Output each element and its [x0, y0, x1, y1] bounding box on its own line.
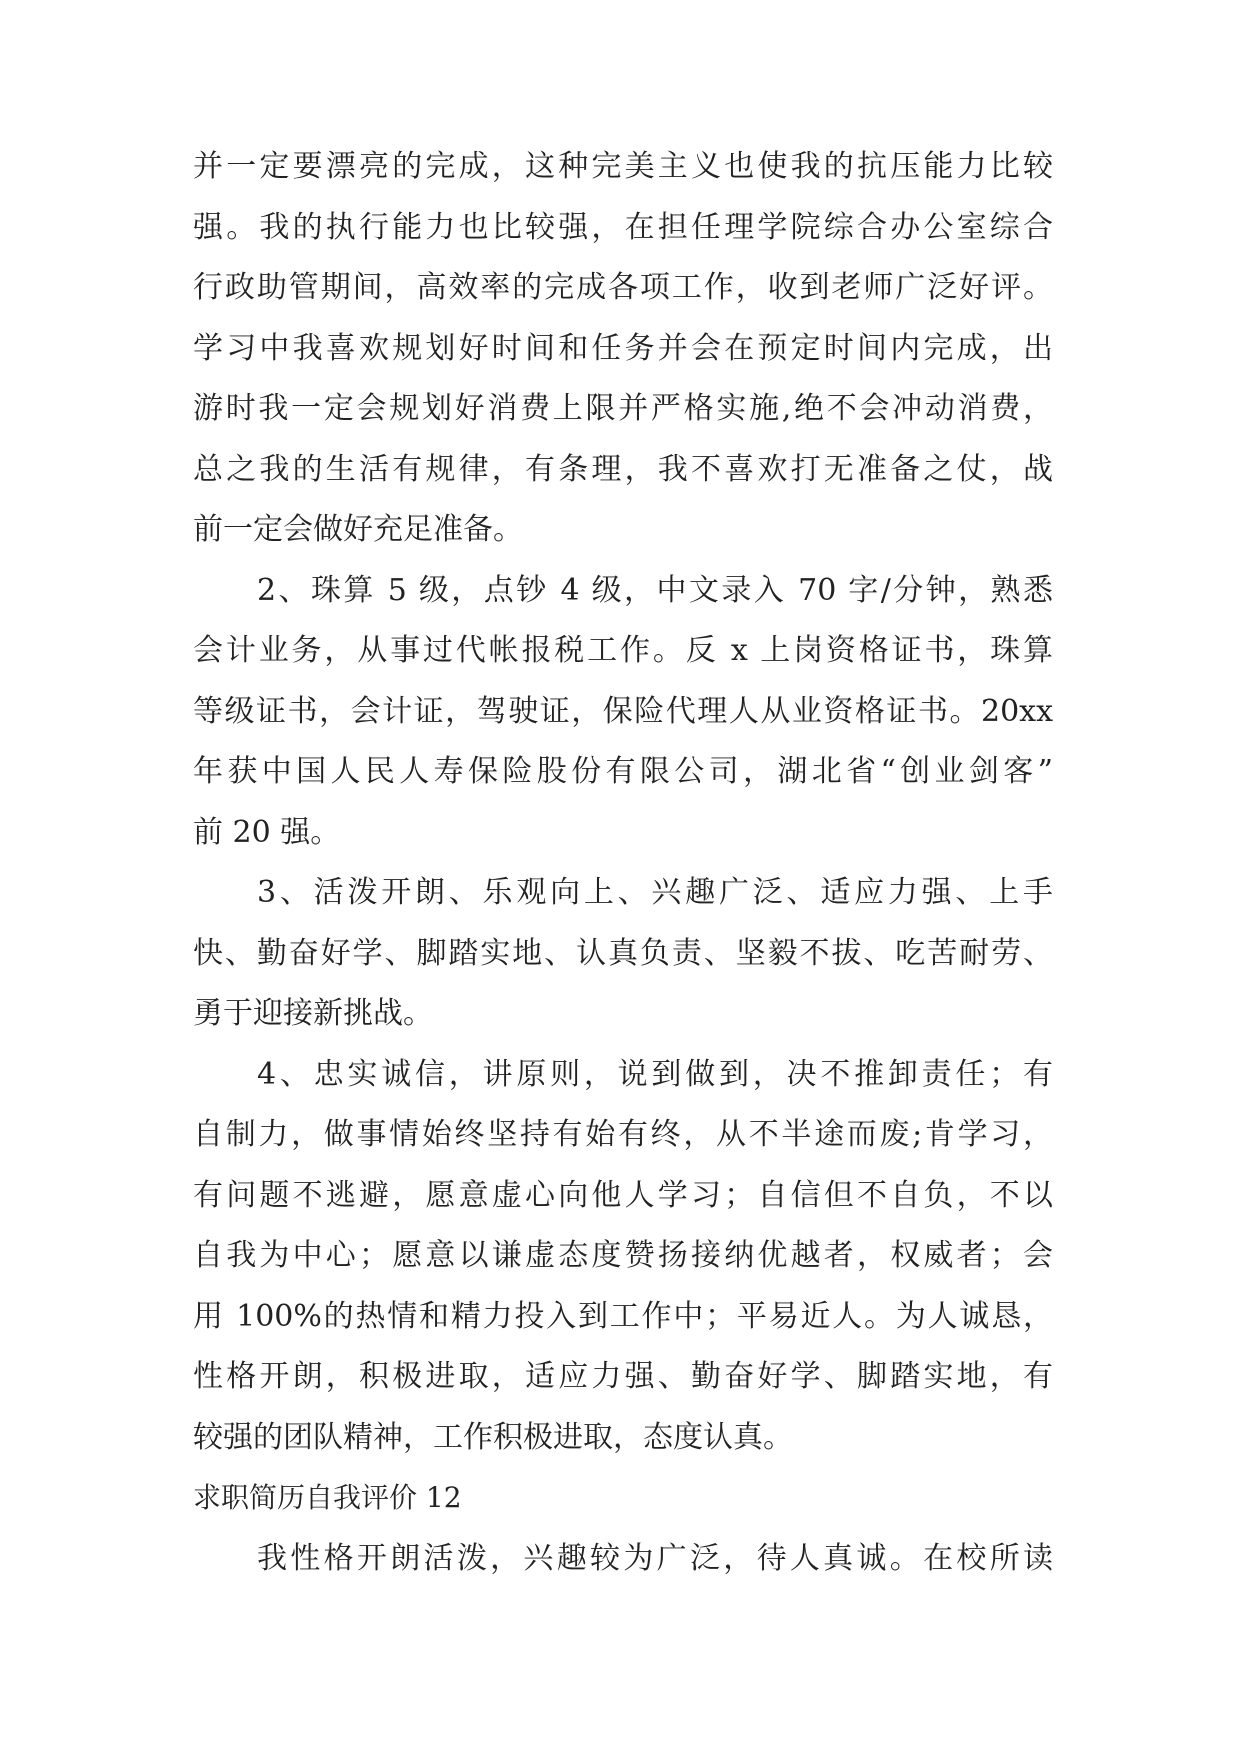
document-body: [193, 137, 1053, 1589]
paragraph-line: 学习中我喜欢规划好时间和任务并会在预定时间内完成，出: [193, 330, 1053, 366]
paragraph-line: 我性格开朗活泼，兴趣较为广泛，待人真诚。在校所读: [257, 1540, 1053, 1576]
paragraph-line: 4、忠实诚信，讲原则，说到做到，决不推卸责任；有: [257, 1056, 1053, 1092]
paragraph-line: 自制力，做事情始终坚持有始有终，从不半途而废;肯学习，: [193, 1117, 1053, 1152]
paragraph-line: 前 20 强。: [193, 814, 341, 850]
paragraph-line: 强。我的执行能力也比较强，在担任理学院综合办公室综合: [193, 209, 1053, 245]
paragraph-line: 快、勤奋好学、脚踏实地、认真负责、坚毅不拔、吃苦耐劳、: [193, 935, 1053, 971]
paragraph-line: 自我为中心；愿意以谦虚态度赞扬接纳优越者，权威者；会: [193, 1238, 1053, 1273]
paragraph-line: 3、活泼开朗、乐观向上、兴趣广泛、适应力强、上手: [257, 875, 1053, 910]
paragraph-line: 有问题不逃避，愿意虚心向他人学习；自信但不自负，不以: [193, 1177, 1053, 1213]
paragraph-line: 年获中国人民人寿保险股份有限公司，湖北省“创业剑客”: [193, 754, 1053, 789]
paragraph-line: 游时我一定会规划好消费上限并严格实施,绝不会冲动消费，: [193, 391, 1053, 426]
paragraph-line: 用 100%的热情和精力投入到工作中；平易近人。为人诚恳，: [193, 1298, 1053, 1334]
paragraph-line: 行政助管期间，高效率的完成各项工作，收到老师广泛好评。: [193, 270, 1053, 305]
section-heading: 求职简历自我评价 12: [193, 1481, 462, 1514]
paragraph-line: 2、珠算 5 级，点钞 4 级，中文录入 70 字/分钟，熟悉: [257, 572, 1053, 608]
paragraph-line: 前一定会做好充足准备。: [193, 512, 523, 547]
paragraph-line: 勇于迎接新挑战。: [193, 996, 433, 1031]
paragraph-line: 性格开朗，积极进取，适应力强、勤奋好学、脚踏实地，有: [193, 1359, 1053, 1394]
paragraph-line: 会计业务，从事过代帐报税工作。反 x 上岗资格证书，珠算: [193, 633, 1053, 668]
paragraph-line: 等级证书，会计证，驾驶证，保险代理人从业资格证书。20xx: [193, 693, 1053, 729]
paragraph-line: 较强的团队精神，工作积极进取，态度认真。: [193, 1419, 793, 1455]
paragraph-line: 总之我的生活有规律，有条理，我不喜欢打无准备之仗，战: [193, 451, 1053, 487]
paragraph-line: 并一定要漂亮的完成，这种完美主义也使我的抗压能力比较: [193, 149, 1053, 184]
